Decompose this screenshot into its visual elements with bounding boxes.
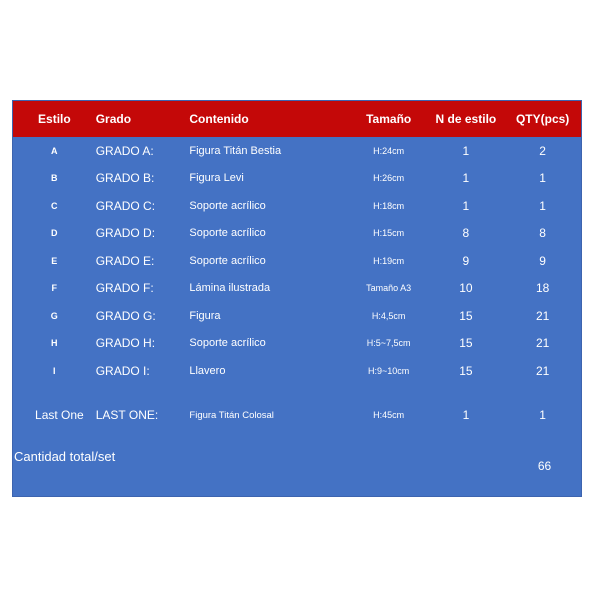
cell-contenido: Soporte acrílico <box>189 227 266 240</box>
cell-n-de-estilo: 1 <box>462 408 470 422</box>
cell-n-de-estilo: 15 <box>459 363 473 378</box>
cell-contenido: Soporte acrílico <box>189 337 266 350</box>
cell-qty: 1 <box>539 171 546 186</box>
header-estilo: Estilo <box>38 112 71 126</box>
cell-n-de-estilo: 15 <box>459 336 473 351</box>
cell-grado: GRADO C: <box>95 198 156 213</box>
cell-n-de-estilo: 10 <box>459 281 473 296</box>
cell-grado: GRADO I: <box>95 363 150 378</box>
cell-contenido: Figura Titán Bestia <box>189 144 282 157</box>
cell-contenido: Figura <box>189 309 221 322</box>
cell-contenido: Soporte acrílico <box>189 199 266 212</box>
cell-grado: LAST ONE: <box>95 408 159 422</box>
cell-qty: 8 <box>539 226 546 241</box>
table-row <box>13 165 581 193</box>
header-n-de-estilo: N de estilo <box>435 112 497 126</box>
table-row <box>13 275 581 303</box>
cell-tamano: H:18cm <box>373 200 405 211</box>
cell-n-de-estilo: 9 <box>462 253 470 268</box>
cell-tamano: H:4,5cm <box>371 310 406 321</box>
cell-estilo: I <box>52 365 56 376</box>
cell-tamano: H:26cm <box>373 173 405 184</box>
cell-grado: GRADO H: <box>95 336 156 351</box>
table-row <box>13 192 581 220</box>
header-contenido: Contenido <box>189 112 249 126</box>
cell-grado: GRADO E: <box>95 253 155 268</box>
cell-estilo: H <box>50 338 58 349</box>
cell-qty: 21 <box>535 363 550 378</box>
cell-grado: GRADO G: <box>95 308 156 323</box>
cell-qty: 21 <box>535 308 550 323</box>
header-grado: Grado <box>95 112 132 126</box>
table-row-last-one <box>13 401 581 429</box>
cell-n-de-estilo: 1 <box>462 171 470 186</box>
cell-tamano: H:15cm <box>373 228 405 239</box>
total-label: Cantidad total/set <box>14 449 116 464</box>
cell-tamano: H:19cm <box>373 255 405 266</box>
cell-qty: 18 <box>535 281 550 296</box>
table-row <box>13 302 581 330</box>
header-qty: QTY(pcs) <box>515 112 570 126</box>
cell-tamano: Tamaño A3 <box>366 283 412 294</box>
cell-estilo: F <box>51 283 58 294</box>
cell-estilo: Last One <box>35 408 84 422</box>
cell-qty: 21 <box>535 336 550 351</box>
total-qty-value: 66 <box>537 459 552 473</box>
cell-grado: GRADO D: <box>95 226 156 241</box>
cell-n-de-estilo: 15 <box>459 308 473 323</box>
cell-qty: 9 <box>539 253 546 268</box>
cell-tamano: H:5~7,5cm <box>366 338 411 349</box>
table-row <box>13 220 581 248</box>
cell-grado: GRADO A: <box>95 143 154 158</box>
table-row <box>13 330 581 358</box>
cell-contenido: Llavero <box>189 364 226 377</box>
product-grade-table <box>12 100 582 497</box>
cell-estilo: G <box>50 310 58 321</box>
header-tamano: Tamaño <box>366 112 412 126</box>
cell-n-de-estilo: 1 <box>462 198 470 213</box>
cell-estilo: B <box>50 173 58 184</box>
cell-estilo: E <box>51 255 58 266</box>
cell-tamano: H:24cm <box>373 145 405 156</box>
cell-contenido: Figura Titán Colosal <box>189 409 274 421</box>
cell-n-de-estilo: 1 <box>462 143 470 158</box>
table-row <box>13 357 581 385</box>
cell-estilo: D <box>50 228 58 239</box>
cell-qty: 2 <box>539 143 546 158</box>
cell-contenido: Soporte acrílico <box>189 254 266 267</box>
table-header-row <box>13 101 581 137</box>
cell-estilo: A <box>50 145 58 156</box>
cell-tamano: H:45cm <box>373 410 405 420</box>
cell-n-de-estilo: 8 <box>462 226 470 241</box>
cell-qty: 1 <box>539 198 546 213</box>
cell-estilo: C <box>50 200 58 211</box>
cell-grado: GRADO F: <box>95 281 154 296</box>
cell-contenido: Figura Levi <box>189 172 244 185</box>
table-row <box>13 137 581 165</box>
cell-qty: 1 <box>539 408 546 422</box>
cell-grado: GRADO B: <box>95 171 155 186</box>
table-row <box>13 247 581 275</box>
cell-contenido: Lámina ilustrada <box>189 282 271 295</box>
cell-tamano: H:9~10cm <box>368 365 410 376</box>
